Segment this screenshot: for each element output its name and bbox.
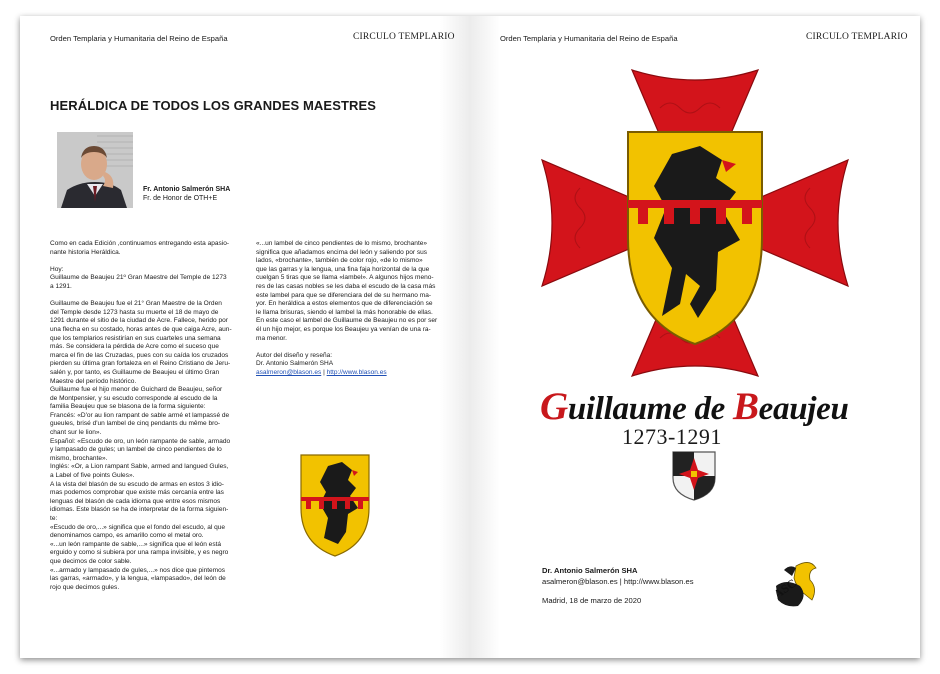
- beaujeu-shield-small: [298, 452, 372, 558]
- text-line: «...armado y lampasado de gules,...» nos dice que pintemos: [50, 566, 226, 574]
- text-line: que las garras y la lengua, una fina faja horizontal de la que: [256, 265, 430, 273]
- paragraph-gap: [256, 343, 466, 352]
- author-photo: [57, 132, 133, 208]
- text-line: mismo, brochante».: [50, 454, 108, 462]
- author-role: Fr. de Honor de OTH+E: [143, 195, 218, 202]
- author-links: [256, 369, 466, 378]
- text-line: chant sur le lion».: [50, 429, 102, 437]
- text-line: Como en cada Edición ,continuamos entregando esta apasio-: [50, 240, 230, 247]
- text-line: marca el fin de las Cruzadas, pues con su caída los cruzados: [50, 351, 229, 359]
- text-line: 1291 durante el sitio de la ciudad de Acre. Fallece, herido por: [50, 317, 228, 325]
- header-organization: Orden Templaria y Humanitaria del Reino de España: [50, 34, 228, 43]
- text-line: ma menor.: [256, 334, 287, 342]
- text-line: que decimos de color sable.: [50, 557, 132, 565]
- text-line: lenguas del blasón de cada idioma que entre esos mismos: [50, 497, 221, 505]
- name-part-1: uillaume de: [567, 391, 733, 427]
- text-line: de Montpensier, y su escudo corresponde al escudo de la: [50, 394, 218, 402]
- text-line: En este caso el lambel de Guillaume de Beaujeu no es por ser: [256, 317, 438, 325]
- asc-logo: [766, 556, 824, 614]
- text-line: a Label of five points Gules».: [50, 472, 135, 480]
- text-line: salén y, por tanto, es Guillaume de Beaujeu el último Gran: [50, 368, 220, 376]
- left-page: [20, 16, 470, 658]
- text-line: le llama brisuras, siendo el lambel la más honorable de ellas.: [256, 308, 433, 316]
- tenure-years: 1273-1291: [622, 424, 722, 449]
- text-line: Guillaume de Beaujeu fue el 21° Gran Maestre de la Orden: [50, 300, 222, 308]
- text-line: idiomas. Este blasón se ha de interpretar de la forma siguien-: [50, 506, 229, 514]
- right-page: [470, 16, 920, 658]
- text-line: familia Beaujeu que se blasona de la forma siguiente:: [50, 403, 206, 411]
- text-line: gueules, brisé d'un lambel de cinq pendants du même bro-: [50, 420, 221, 428]
- text-line: yor. En heráldica a estos elementos que de diferenciación se: [256, 300, 433, 308]
- text-line: pierden su última gran fortaleza en el Reino Cristiano de Jeru-: [50, 360, 231, 368]
- text-line: este lambel para que se diferenciara del de su hermano ma-: [256, 291, 432, 299]
- templar-cross-coat-of-arms: [540, 68, 850, 378]
- text-line: Guillaume fue el hijo menor de Guichard de Beaujeu, señor: [50, 386, 223, 394]
- text-line: te:: [50, 515, 58, 522]
- name-initial-g: G: [540, 385, 568, 428]
- header-section: CIRCULO TEMPLARIO: [806, 32, 908, 42]
- author-email-link[interactable]: asalmeron@blason.es: [256, 368, 322, 376]
- text-line: él un hijo mejor, es porque los Beaujeu ya venían de una ra-: [256, 325, 431, 333]
- text-line: Español: «Escudo de oro, un león rampante de sable, armado: [50, 437, 231, 445]
- text-line: y lampasado de gules; un lambel de cinco pendientes de lo: [50, 446, 222, 454]
- text-line: cuelgan 5 tiras que se llama «lambel». A algunos hijos meno-: [256, 274, 434, 282]
- publication-date: Madrid, 18 de marzo de 2020: [542, 596, 642, 605]
- article-column-1: [50, 240, 272, 592]
- order-emblem-icon: [671, 450, 717, 502]
- text-line: denominamos campo, es amarillo como el metal oro.: [50, 532, 204, 540]
- text-line: las garras, «armado», y la lengua, «lampasado», del león de: [50, 575, 226, 583]
- text-line: del Temple desde 1273 hasta su muerte el 18 de mayo de: [50, 308, 219, 316]
- article-title: HERÁLDICA DE TODOS LOS GRANDES MAESTRES: [50, 98, 377, 113]
- text-line: a 1291.: [50, 282, 72, 290]
- text-line: «Escudo de oro,...» significa que el fondo del escudo, al que: [50, 523, 226, 531]
- text-line: Guillaume de Beaujeu 21º Gran Maestre del Temple de 1273: [50, 274, 227, 282]
- header-section: CIRCULO TEMPLARIO: [353, 32, 455, 42]
- right-contact: asalmeron@blason.es | http://www.blason.es: [542, 577, 694, 586]
- link-separator: |: [321, 368, 327, 376]
- text-line: res de las casas nobles se les daba el escudo de la casa más: [256, 282, 436, 290]
- text-line: Hoy:: [50, 265, 64, 273]
- paragraph-gap: [50, 292, 272, 301]
- author-name: Fr. Antonio Salmerón SHA: [143, 186, 231, 193]
- asc-logo-text: ASC: [771, 575, 799, 602]
- text-line: A la vista del blasón de su escudo de armas en estos 3 idio-: [50, 480, 224, 488]
- text-line: Inglés: «Or, a Lion rampant Sable, armed and langued Gules,: [50, 463, 229, 471]
- text-line: significa que añadamos encima del león y saliendo por sus: [256, 248, 428, 256]
- text-line: lados, «brochante», también de color rojo, «de lo mismo»: [256, 257, 423, 265]
- text-line: nante historia Heráldica.: [50, 248, 121, 256]
- text-line: «...un lambel de cinco pendientes de lo mismo, brochante»: [256, 240, 428, 247]
- text-line: que los templarios resistirían en sus cuarteles una semana: [50, 334, 221, 342]
- text-line: Dr. Antonio Salmerón SHA: [256, 360, 334, 368]
- paragraph-gap: [50, 257, 272, 266]
- magazine-spread: [20, 16, 920, 658]
- text-line: Francés: «D'or au lion rampant de sable armé et lampassé de: [50, 411, 230, 419]
- text-line: mas podemos comprobar que existe más cercanía entre las: [50, 489, 224, 497]
- text-line: «...un león rampante de sable,...» significa que el león está: [50, 540, 222, 548]
- text-line: más. Se considera la pérdida de Acre como el suceso que: [50, 343, 219, 351]
- name-part-2: eaujeu: [758, 391, 849, 427]
- right-author-name: Dr. Antonio Salmerón SHA: [542, 566, 638, 575]
- grand-master-name: [540, 384, 849, 429]
- article-column-2: [256, 240, 466, 378]
- text-line: una flecha en su costado, horas antes de que caiga Acre, aun-: [50, 325, 232, 333]
- text-line: rojo que decimos gules.: [50, 583, 120, 591]
- text-line: Autor del diseño y reseña:: [256, 351, 333, 359]
- author-website-link[interactable]: http://www.blason.es: [326, 368, 387, 376]
- header-organization: Orden Templaria y Humanitaria del Reino de España: [500, 34, 678, 43]
- text-line: Maestre del período histórico.: [50, 377, 137, 385]
- text-line: erguido y como si subiera por una rampa invisible, y es negro: [50, 549, 229, 557]
- name-initial-b: B: [732, 385, 759, 428]
